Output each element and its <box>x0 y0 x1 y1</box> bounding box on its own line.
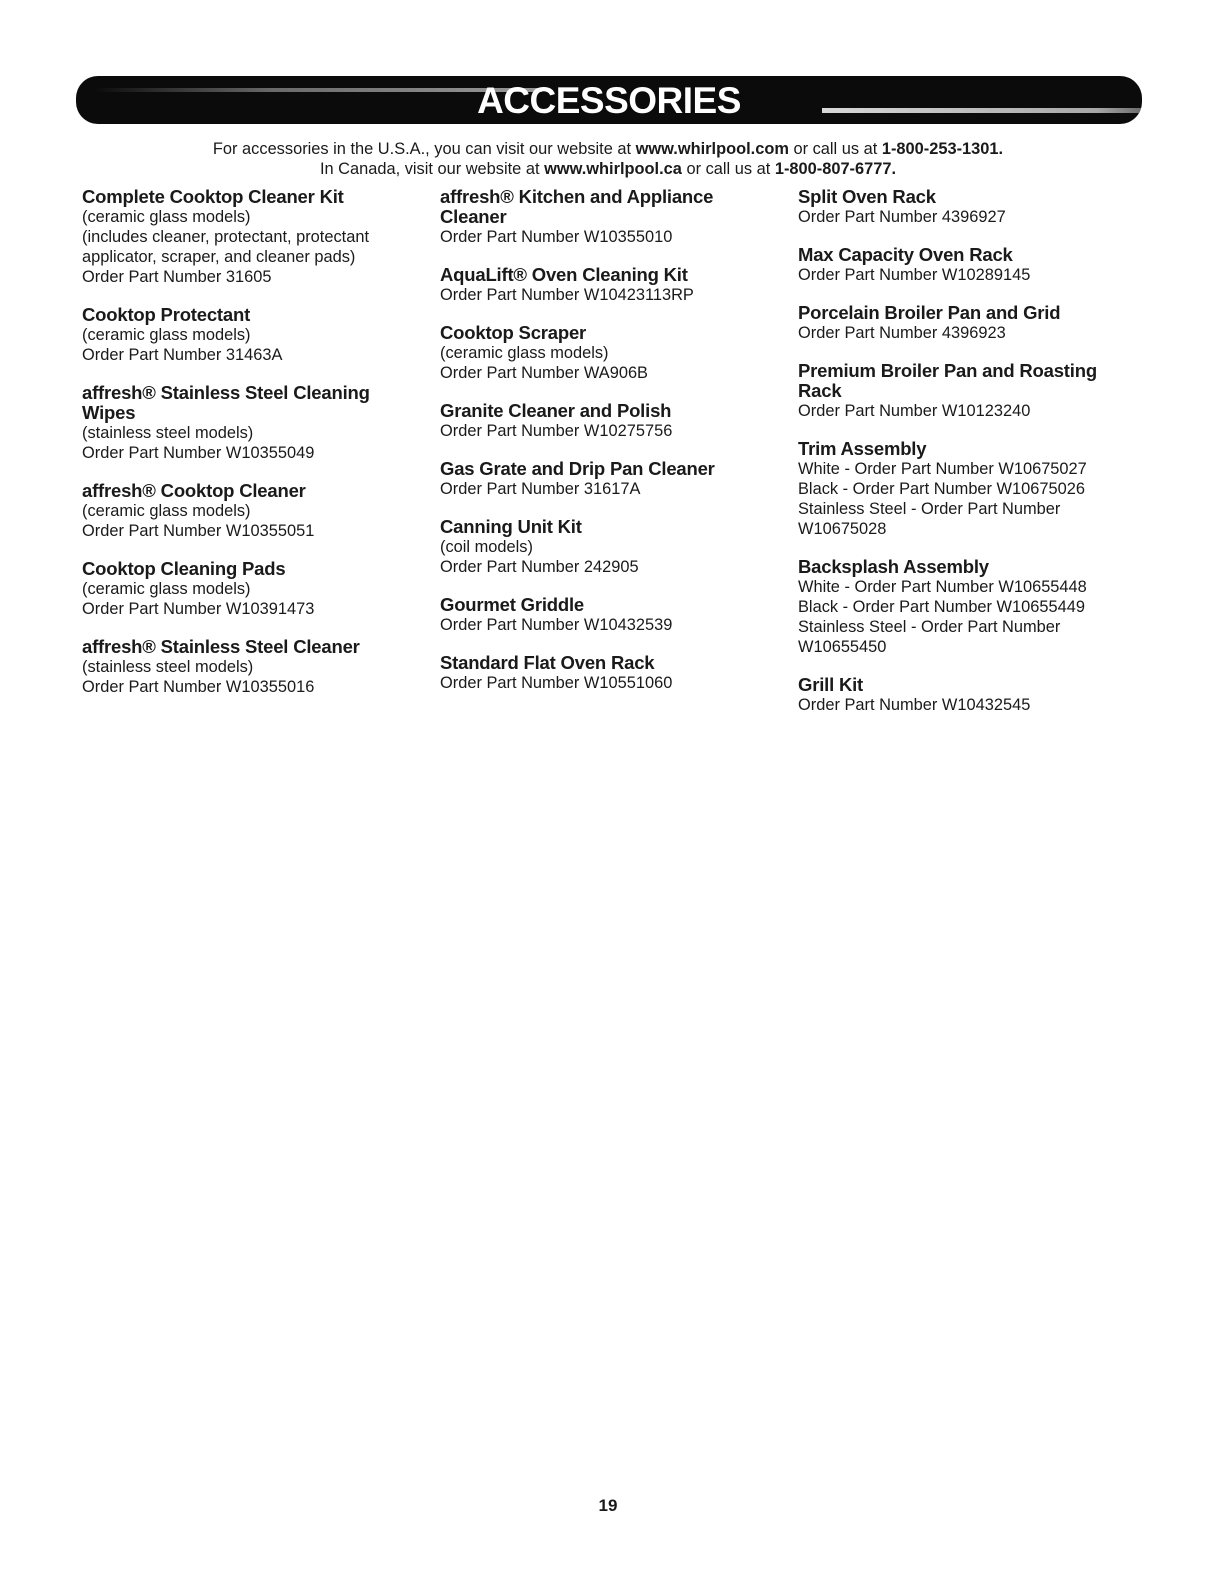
accessory-detail: Order Part Number WA906B <box>440 364 648 382</box>
accessory-title: Gourmet Griddle <box>440 594 584 615</box>
accessory-detail: Order Part Number 4396927 <box>798 208 1006 226</box>
accessory-item <box>798 439 1128 539</box>
accessory-title: Trim Assembly <box>798 438 927 459</box>
accessory-item <box>798 361 1128 421</box>
accessory-title: Porcelain Broiler Pan and Grid <box>798 302 1061 323</box>
accessory-title: Cooktop Cleaning Pads <box>82 558 286 579</box>
accessory-detail: White - Order Part Number W10655448 <box>798 578 1087 596</box>
accessory-detail: Stainless Steel - Order Part Number W10675028 <box>798 500 1061 538</box>
accessory-title: Cooktop Scraper <box>440 322 587 343</box>
accessory-title: affresh® Stainless Steel Cleaning Wipes <box>82 382 370 423</box>
accessory-detail: (ceramic glass models) <box>82 208 251 226</box>
website-link-usa[interactable]: www.whirlpool.com <box>635 140 789 158</box>
accessory-detail: (includes cleaner, protectant, protectant applicator, scraper, and cleaner pads) <box>82 228 370 266</box>
intro-line-usa: For accessories in the U.S.A., you can visit our website at www.whirlpool.com or call us at 1-800-253-1301. <box>212 140 1004 158</box>
accessories-column-3 <box>798 187 1128 733</box>
accessory-title: Backsplash Assembly <box>798 556 989 577</box>
accessory-title: affresh® Cooktop Cleaner <box>82 480 306 501</box>
accessory-detail: Order Part Number W10391473 <box>82 600 315 618</box>
accessory-title: Complete Cooktop Cleaner Kit <box>82 186 344 207</box>
accessory-detail: (ceramic glass models) <box>82 326 251 344</box>
accessory-detail: (ceramic glass models) <box>82 580 251 598</box>
intro-text <box>0 139 1216 179</box>
accessory-item <box>798 557 1128 657</box>
accessory-item <box>440 517 760 577</box>
accessory-detail: Order Part Number 31605 <box>82 268 272 286</box>
accessory-detail: Order Part Number W10432545 <box>798 696 1031 714</box>
accessory-detail: Order Part Number W10355016 <box>82 678 315 696</box>
phone-usa: 1-800-253-1301 <box>881 140 999 158</box>
accessory-detail: Order Part Number 31617A <box>440 480 641 498</box>
accessory-title: affresh® Kitchen and Appliance Cleaner <box>440 186 714 227</box>
accessory-item <box>798 675 1128 715</box>
accessory-item <box>82 383 402 463</box>
accessory-detail: Order Part Number W10355010 <box>440 228 673 246</box>
accessory-detail: Order Part Number 242905 <box>440 558 639 576</box>
intro-line-canada: In Canada, visit our website at www.whirlpool.ca or call us at 1-800-807-6777. <box>319 160 897 178</box>
accessories-column-2 <box>440 187 760 711</box>
accessory-detail: Order Part Number W10432539 <box>440 616 673 634</box>
accessory-item <box>440 653 760 693</box>
accessory-detail: Stainless Steel - Order Part Number W10655450 <box>798 618 1061 656</box>
accessory-detail: Order Part Number W10355049 <box>82 444 315 462</box>
accessory-detail: Order Part Number W10551060 <box>440 674 673 692</box>
accessory-title: Split Oven Rack <box>798 186 936 207</box>
accessory-item <box>440 187 760 247</box>
accessory-item <box>82 559 402 619</box>
accessory-item <box>440 323 760 383</box>
accessories-column-1 <box>82 187 402 715</box>
accessory-item <box>798 245 1128 285</box>
accessory-title: affresh® Stainless Steel Cleaner <box>82 636 360 657</box>
accessory-title: Granite Cleaner and Polish <box>440 400 672 421</box>
accessory-item <box>440 265 760 305</box>
accessory-item <box>82 481 402 541</box>
accessory-detail: (coil models) <box>440 538 533 556</box>
phone-canada: 1-800-807-6777 <box>774 160 892 178</box>
section-banner <box>76 76 1142 124</box>
accessory-detail: Order Part Number W10289145 <box>798 266 1031 284</box>
accessory-detail: (stainless steel models) <box>82 424 254 442</box>
page-number: 19 <box>598 1496 618 1515</box>
accessory-title: Grill Kit <box>798 674 864 695</box>
accessory-detail: Black - Order Part Number W10675026 <box>798 480 1085 498</box>
accessory-item <box>440 401 760 441</box>
accessory-detail: Order Part Number W10423113RP <box>440 286 694 304</box>
accessory-detail: Order Part Number W10275756 <box>440 422 673 440</box>
accessory-detail: White - Order Part Number W10675027 <box>798 460 1087 478</box>
accessory-detail: Black - Order Part Number W10655449 <box>798 598 1085 616</box>
accessory-detail: Order Part Number 4396923 <box>798 324 1006 342</box>
accessory-item <box>798 187 1128 227</box>
accessory-title: Standard Flat Oven Rack <box>440 652 655 673</box>
accessory-detail: Order Part Number 31463A <box>82 346 283 364</box>
accessory-title: Cooktop Protectant <box>82 304 251 325</box>
accessory-detail: (stainless steel models) <box>82 658 254 676</box>
accessory-detail: (ceramic glass models) <box>440 344 609 362</box>
accessory-detail: Order Part Number W10355051 <box>82 522 315 540</box>
accessory-title: AquaLift® Oven Cleaning Kit <box>440 264 688 285</box>
accessory-title: Gas Grate and Drip Pan Cleaner <box>440 458 715 479</box>
accessory-item <box>82 305 402 365</box>
accessory-item <box>440 459 760 499</box>
accessory-item <box>798 303 1128 343</box>
website-link-canada[interactable]: www.whirlpool.ca <box>544 160 682 178</box>
accessory-item <box>82 637 402 697</box>
accessory-title: Max Capacity Oven Rack <box>798 244 1013 265</box>
accessory-detail: Order Part Number W10123240 <box>798 402 1031 420</box>
page-title: ACCESSORIES <box>477 80 741 121</box>
accessory-item <box>82 187 402 287</box>
accessory-detail: (ceramic glass models) <box>82 502 251 520</box>
accessory-title: Canning Unit Kit <box>440 516 582 537</box>
accessory-item <box>440 595 760 635</box>
accessory-title: Premium Broiler Pan and Roasting Rack <box>798 360 1097 401</box>
